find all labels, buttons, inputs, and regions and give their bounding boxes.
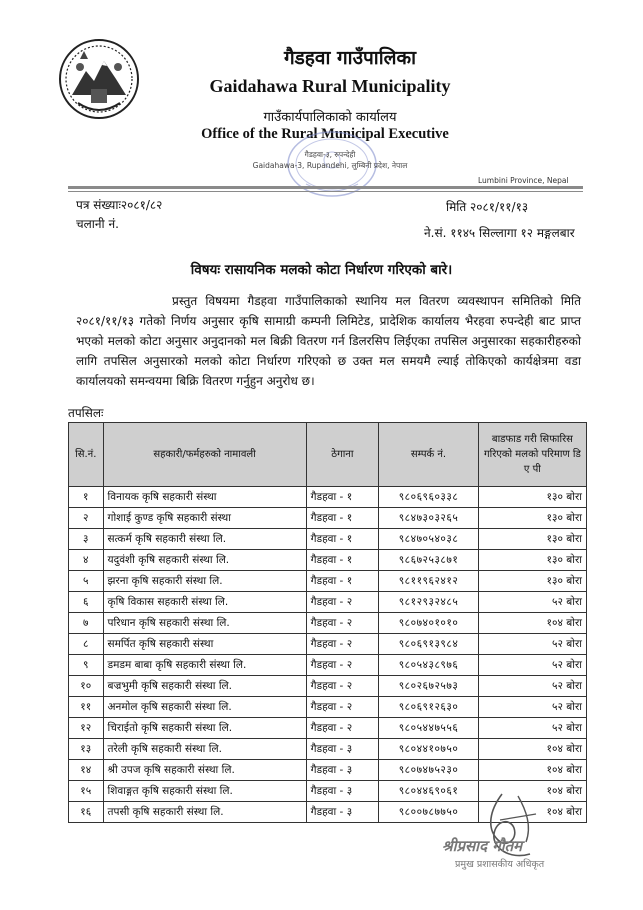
table-row (69, 634, 587, 655)
cell-sn: १२ (69, 718, 104, 739)
cell-address: गैडहवा - ३ (306, 802, 379, 823)
cell-name: गोशाई कुण्ड कृषि सहकारी संस्था (103, 508, 306, 529)
cell-name: सत्कर्म कृषि सहकारी संस्था लि. (103, 529, 306, 550)
nepal-government-emblem-icon (58, 37, 140, 121)
nepal-sambat-date: ने.सं. ११४५ सिल्लागा १२ मङ्गलबार (424, 226, 575, 240)
cell-address: गैडहवा - २ (306, 655, 379, 676)
header-address: ठेगाना (306, 423, 379, 487)
cell-address: गैडहवा - १ (306, 550, 379, 571)
cell-contact: ९८०६९६०३३८ (379, 487, 479, 508)
cell-sn: १४ (69, 760, 104, 781)
cell-contact: ९८००७८७७५० (379, 802, 479, 823)
cell-name: श्री उपज कृषि सहकारी संस्था लि. (103, 760, 306, 781)
letter-date: मिति २०८१/११/१३ (446, 200, 529, 214)
cell-sn: ५ (69, 571, 104, 592)
cell-name: चिराईतो कृषि सहकारी संस्था लि. (103, 718, 306, 739)
table-row (69, 508, 587, 529)
cell-contact: ९८०२६७२५७३ (379, 676, 479, 697)
cell-name: बज्रभुमी कृषि सहकारी संस्था लि. (103, 676, 306, 697)
province-label: Lumbini Province, Nepal (478, 176, 569, 185)
letter-number: पत्र संख्याः२०८१/८२ (76, 198, 163, 212)
table-row (69, 487, 587, 508)
header-rule-thin (68, 191, 583, 192)
letter-subject: विषयः रासायनिक मलको कोटा निर्धारण गरिएको बारे। (190, 262, 453, 278)
cell-sn: ४ (69, 550, 104, 571)
cell-address: गैडहवा - १ (306, 487, 379, 508)
header-rule-thick (68, 186, 583, 189)
cell-address: गैडहवा - ३ (306, 781, 379, 802)
cell-quantity: १०४ बोरा (478, 739, 586, 760)
cell-sn: १६ (69, 802, 104, 823)
cell-quantity: १३० बोरा (478, 508, 586, 529)
cell-contact: ९८०५४४७५५६ (379, 718, 479, 739)
letter-body: प्रस्तुत विषयमा गैडहवा गाउँपालिकाको स्थानिय मल वितरण व्यवस्थापन समितिको मिति २०८१/११/१३ गतेको निर्णय अनुसार कृषि सामाग्री कम्पनी लिमिटेड, प्रादेशिक कार्यालय भैरहवा रुपन्देही बाट प्राप्त भएको मलको कोटा अनुसार अनुदानको मल बिक्री वितरण गर्न डिलरसिप लिईएका तपसिल अनुसारका सहकारीहरुको लागि तपसिल अनुसारको मलको कोटा निर्धारण गरिएको छ उक्त मल समयमै ल्याई तोकिएको कार्यक्षेत्रमा वडा कार्यालयको समन्वयमा बिक्रि वितरण गर्नुहुन अनुरोध छ। (76, 294, 581, 388)
office-address (200, 149, 460, 171)
address-line-2: Gaidahawa-3, Rupandehi, लुम्बिनी प्रदेश, नेपाल (252, 161, 408, 170)
municipality-name-nepali: गैडहवा गाउँपालिका (283, 47, 417, 69)
dispatch-number: चलानी नं. (76, 217, 119, 231)
cell-address: गैडहवा - ३ (306, 739, 379, 760)
cell-address: गैडहवा - १ (306, 529, 379, 550)
cell-contact: ९८४७०५४०३८ (379, 529, 479, 550)
cell-name: अनमोल कृषि सहकारी संस्था लि. (103, 697, 306, 718)
cell-contact: ९८०७४०१०१० (379, 613, 479, 634)
cell-address: गैडहवा - २ (306, 613, 379, 634)
cell-quantity: ५२ बोरा (478, 655, 586, 676)
cell-quantity: ५२ बोरा (478, 718, 586, 739)
cell-address: गैडहवा - २ (306, 634, 379, 655)
cell-quantity: ५२ बोरा (478, 697, 586, 718)
cell-sn: १५ (69, 781, 104, 802)
header-contact: सम्पर्क नं. (379, 423, 479, 487)
cell-address: गैडहवा - १ (306, 571, 379, 592)
cell-sn: १० (69, 676, 104, 697)
cell-name: विनायक कृषि सहकारी संस्था (103, 487, 306, 508)
cell-contact: ९८६७२५३८७१ (379, 550, 479, 571)
cell-address: गैडहवा - २ (306, 697, 379, 718)
cell-address: गैडहवा - ३ (306, 760, 379, 781)
cell-quantity: १०४ बोरा (478, 613, 586, 634)
cell-contact: ९८०७४७५२३० (379, 760, 479, 781)
office-name-nepali: गाउँकार्यपालिकाको कार्यालय (263, 110, 397, 125)
cell-contact: ९८११९६२४१२ (379, 571, 479, 592)
cell-name: शिवाङ्गत कृषि सहकारी संस्था लि. (103, 781, 306, 802)
cell-quantity: ५२ बोरा (478, 634, 586, 655)
table-row (69, 613, 587, 634)
cell-address: गैडहवा - २ (306, 676, 379, 697)
cell-contact: ९८१२९३२४८५ (379, 592, 479, 613)
cell-address: गैडहवा - २ (306, 592, 379, 613)
table-row (69, 676, 587, 697)
cell-name: समर्पित कृषि सहकारी संस्था (103, 634, 306, 655)
header-name: सहकारी/फर्महरुको नामावली (103, 423, 306, 487)
cell-sn: ९ (69, 655, 104, 676)
table-row (69, 739, 587, 760)
table-row (69, 697, 587, 718)
cell-quantity: १०४ बोरा (478, 760, 586, 781)
cell-quantity: ५२ बोरा (478, 676, 586, 697)
signatory-name: श्रीप्रसाद गौतम (442, 837, 523, 855)
municipality-name-english: Gaidahawa Rural Municipality (209, 76, 451, 96)
cell-name: झरना कृषि सहकारी संस्था लि. (103, 571, 306, 592)
office-name-english: Office of the Rural Municipal Executive (201, 126, 449, 142)
cell-sn: १३ (69, 739, 104, 760)
cell-name: डमडम बाबा कृषि सहकारी संस्था लि. (103, 655, 306, 676)
header-quantity: बाडफाड गरी सिफारिस गरिएको मलको परिमाण डि ए पी (478, 423, 586, 487)
table-row (69, 571, 587, 592)
table-row (69, 550, 587, 571)
cell-quantity: १३० बोरा (478, 550, 586, 571)
cell-contact: ९८०५४३८९७६ (379, 655, 479, 676)
cell-name: यदुवंशी कृषि सहकारी संस्था लि. (103, 550, 306, 571)
cell-quantity: १३० बोरा (478, 487, 586, 508)
cell-sn: ३ (69, 529, 104, 550)
table-row (69, 655, 587, 676)
signatory-title: प्रमुख प्रशासकीय अधिकृत (455, 859, 545, 870)
cell-contact: ९८०४४६९०६१ (379, 781, 479, 802)
table-header-row (69, 423, 587, 487)
table-row (69, 529, 587, 550)
cell-name: तपसी कृषि सहकारी संस्था लि. (103, 802, 306, 823)
table-row (69, 760, 587, 781)
cell-quantity: १०४ बोरा (478, 781, 586, 802)
address-line-1: गैडहवा-३, रुपन्देही (304, 150, 356, 159)
fertilizer-quota-table (68, 422, 587, 823)
cell-quantity: १०४ बोरा (478, 802, 586, 823)
cell-quantity: १३० बोरा (478, 529, 586, 550)
cell-contact: ९८०४४१०७५० (379, 739, 479, 760)
cell-name: परिधान कृषि सहकारी संस्था लि. (103, 613, 306, 634)
table-row (69, 592, 587, 613)
cell-sn: २ (69, 508, 104, 529)
details-label: तपसिलः (68, 406, 104, 420)
cell-quantity: १३० बोरा (478, 571, 586, 592)
table-row (69, 718, 587, 739)
cell-name: तरेली कृषि सहकारी संस्था लि. (103, 739, 306, 760)
table-body (69, 487, 587, 823)
cell-address: गैडहवा - २ (306, 718, 379, 739)
cell-sn: ११ (69, 697, 104, 718)
cell-contact: ९८४७३०३२६५ (379, 508, 479, 529)
cell-address: गैडहवा - १ (306, 508, 379, 529)
cell-contact: ९८०६९१२६३० (379, 697, 479, 718)
cell-sn: ६ (69, 592, 104, 613)
cell-sn: ७ (69, 613, 104, 634)
cell-sn: ८ (69, 634, 104, 655)
cell-contact: ९८०६९१३९८४ (379, 634, 479, 655)
cell-sn: १ (69, 487, 104, 508)
cell-name: कृषि विकास सहकारी संस्था लि. (103, 592, 306, 613)
header-sn: सि.नं. (69, 423, 104, 487)
cell-quantity: ५२ बोरा (478, 592, 586, 613)
